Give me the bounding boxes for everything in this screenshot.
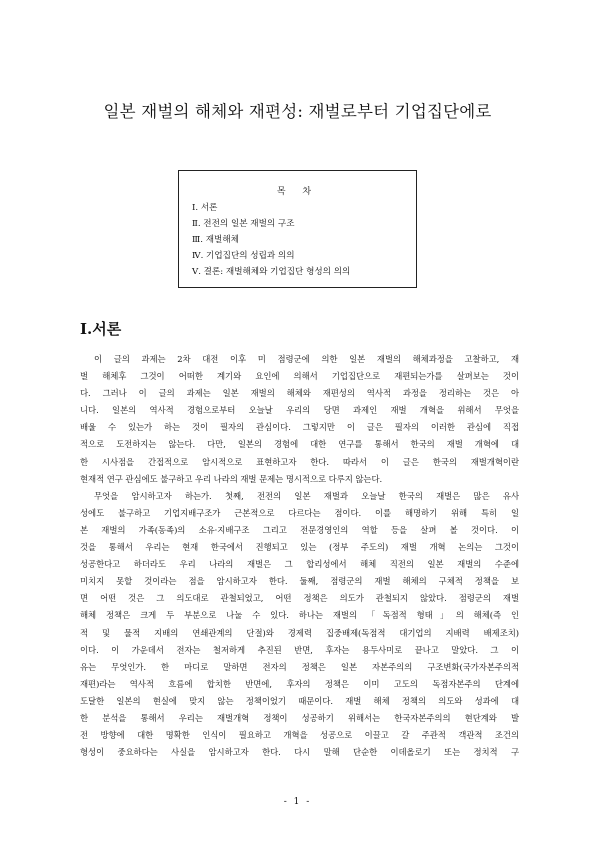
paragraph-line: 것을 통해서 우리는 현재 한국에서 진행되고 있는 (정부 주도의) 재벌 개혁 논의는 그것이 — [80, 542, 519, 553]
document-title: 일본 재벌의 해체와 재편성: 재벌로부터 기업집단에로 — [103, 102, 492, 121]
paragraph-line: 벌 해체후 그것이 어떠한 계기와 요인에 의해서 기업집단으로 재편되는가를 살펴보는 것이 — [80, 371, 519, 382]
page-number: - 1 - — [283, 797, 312, 807]
paragraph-line: 성에도 불구하고 기업지배구조가 근본적으로 다르다는 점이다. 이를 해명하기 위해 특히 일 — [80, 507, 519, 518]
paragraph-line: 도달한 일본의 현실에 맞지 않는 정책이었기 때문이다. 재벌 해체 정책의 의도와 성과에 대 — [80, 695, 519, 706]
toc-item: Ⅰ. 서론 — [192, 203, 218, 213]
paragraph-line: 본 재벌의 가족(동족)의 소유·지배구조 그리고 전문경영인의 역할 등을 살펴 볼 것이다. 이 — [80, 524, 519, 535]
paragraph-line: 배울 수 있는가 하는 것이 필자의 관심이다. 그렇지만 이 글은 필자의 이러한 관심에 직접 — [80, 422, 519, 433]
paragraph-line: 해체 정책은 크게 두 부분으로 나눌 수 있다. 하나는 재벌의 「독점적 형태」의 해체(즉 인 — [80, 610, 519, 621]
body-text — [80, 351, 519, 761]
paragraph-line: 니다. 일본의 역사적 경험으로부터 오늘날 우리의 당면 과제인 재벌 개혁을 위해서 무엇을 — [80, 405, 519, 416]
paragraph-line: 전 방향에 대한 명확한 인식이 필요하고 개혁을 성공으로 이끌고 갈 주관적 객관적 조건의 — [80, 730, 519, 741]
toc-item: Ⅲ. 재벌해체 — [192, 234, 239, 245]
paragraph-line: 다. 그러나 이 글의 과제는 일본 재벌의 해체와 재편성의 역사적 과정을 정리하는 것은 아 — [80, 388, 519, 399]
paragraph-line: 성공한다고 하더라도 우리 나라의 재벌은 그 합리성에서 해체 직전의 일본 재벌의 수준에 — [80, 559, 519, 570]
paragraph-line: 무엇을 암시하고자 하는가. 첫째, 전전의 일본 재벌과 오늘날 한국의 재벌은 많은 유사 — [94, 490, 519, 501]
paragraph-line: 적으로 도전하지는 않는다. 다만, 일본의 경험에 대한 연구를 통해서 한국의 재벌 개혁에 대 — [80, 439, 519, 450]
paragraph-line: 한 시사점을 간접적으로 암시적으로 표현하고자 한다. 따라서 이 글은 한국의 재벌개혁이란 — [80, 456, 519, 467]
toc-heading: 목 차 — [276, 187, 319, 197]
paragraph-line: 한 분석을 통해서 우리는 재벌개혁 정책이 성공하기 위해서는 한국자본주의의 현단계와 발 — [80, 712, 519, 723]
paragraph-line: 면 어떤 것은 그 의도대로 관철되었고, 어떤 정책은 의도가 관철되지 않았다. 점령군의 재벌 — [80, 593, 519, 604]
paragraph-line: 재편)라는 역사적 흐름에 합치한 반면에, 후자의 정책은 이미 고도의 독점자본주의 단계에 — [80, 678, 519, 689]
paragraph-line: 적 및 물적 지배의 연쇄관계의 단절)와 경제력 집중배제(독점적 대기업의 지배력 배제조치) — [80, 627, 519, 638]
paragraph-line: 이다. 이 가운데서 전자는 철저하게 추진된 반면, 후자는 용두사미로 끝나고 말았다. 그 이 — [80, 644, 519, 655]
paragraph-line: 형성이 중요하다는 사실을 암시하고자 한다. 다시 말해 단순한 이데올로기 또는 정치적 구 — [80, 747, 519, 758]
toc-list — [192, 201, 350, 281]
paragraph-line: 유는 무엇인가. 한 마디로 말하면 전자의 정책은 일본 자본주의의 구조변화(국가자본주의적 — [80, 661, 519, 672]
toc-item: Ⅴ. 결론: 재벌해체와 기업집단 형성의 의의 — [192, 266, 351, 277]
paragraph-line: 이 글의 과제는 2차 대전 이후 미 점령군에 의한 일본 재벌의 해체과정을 고찰하고, 재 — [94, 354, 519, 364]
paragraph-line: 미치지 못할 것이라는 점을 암시하고자 한다. 둘째, 점령군의 재벌 해체의 구체적 정책을 보 — [80, 576, 519, 587]
paragraph-line: 현재적 연구 관심에도 불구하고 우리 나라의 재벌 문제는 명시적으로 다루지 않는다. — [80, 473, 383, 484]
section-heading: Ⅰ.서론 — [80, 320, 122, 338]
table-of-contents — [178, 170, 417, 288]
toc-item: Ⅱ. 전전의 일본 재벌의 구조 — [192, 218, 295, 229]
toc-item: Ⅳ. 기업집단의 성립과 의의 — [192, 250, 295, 261]
